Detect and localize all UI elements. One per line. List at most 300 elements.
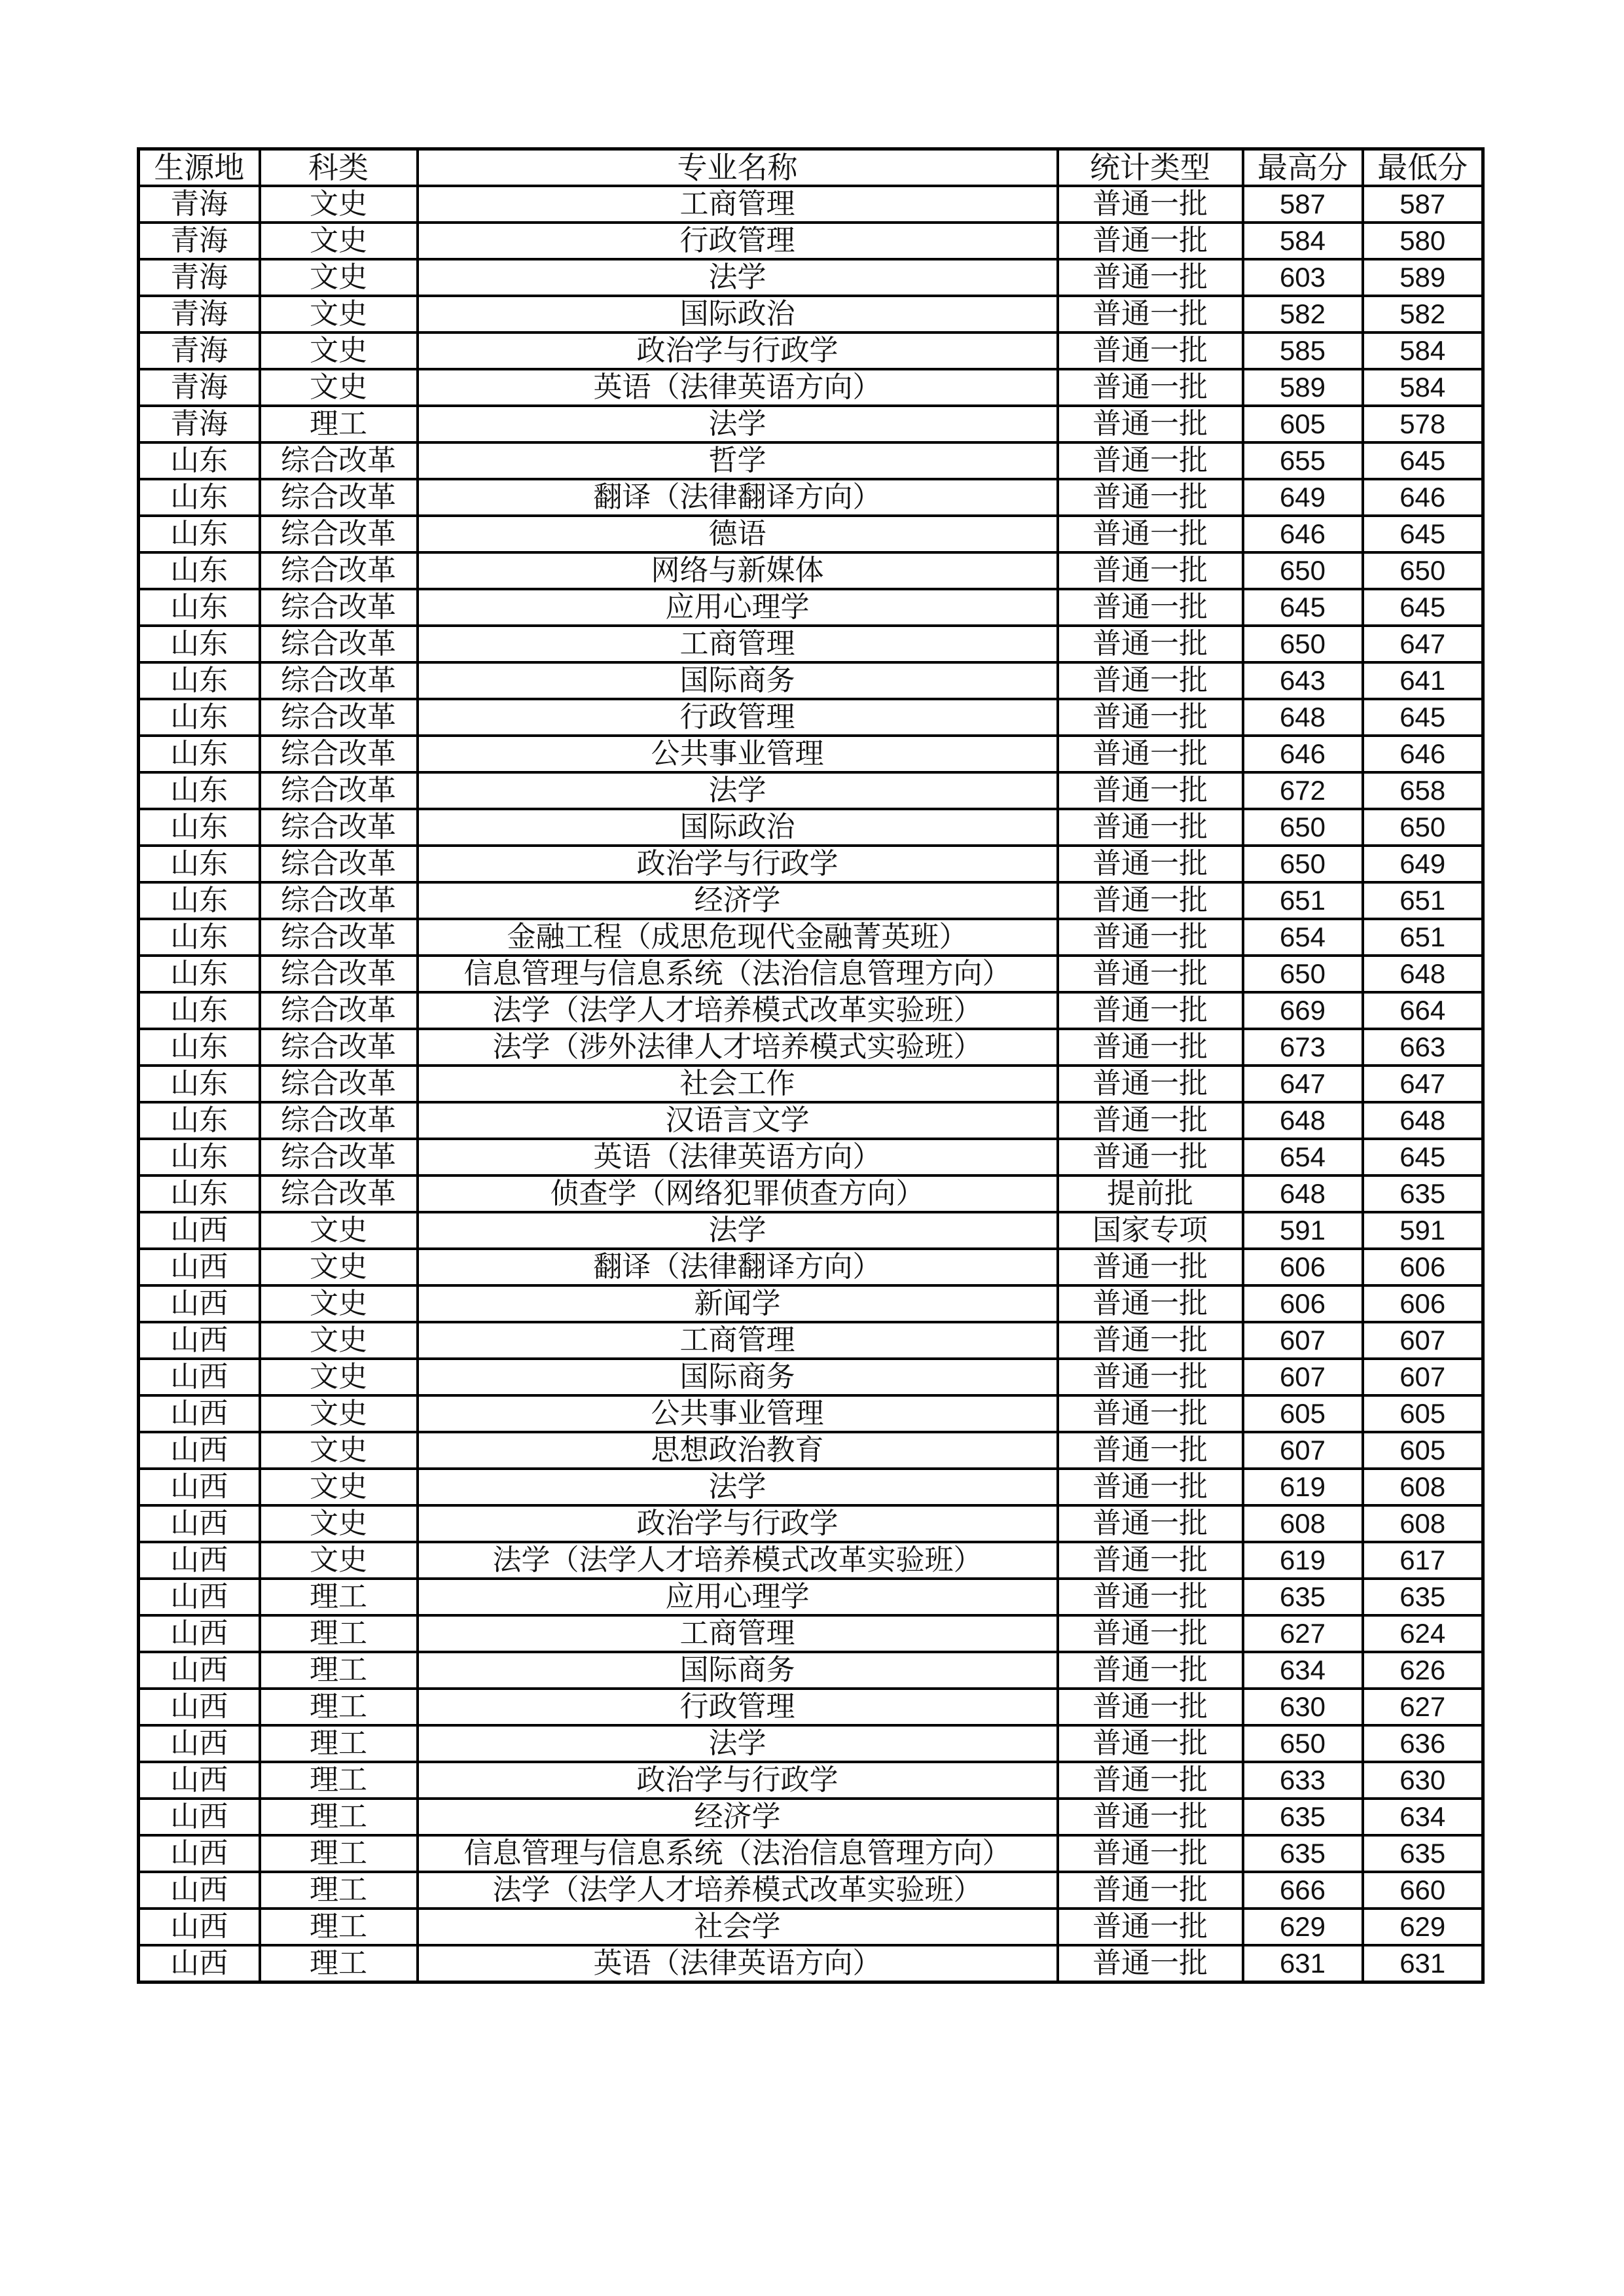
cell-min-score: 608 <box>1363 1469 1483 1505</box>
cell-origin: 山西 <box>139 1212 260 1249</box>
cell-origin: 山东 <box>139 809 260 846</box>
cell-category: 综合改革 <box>260 736 418 772</box>
cell-origin: 山西 <box>139 1835 260 1872</box>
cell-stat-type: 普通一批 <box>1058 626 1243 662</box>
cell-major: 国际商务 <box>418 1652 1058 1689</box>
cell-origin: 山西 <box>139 1542 260 1579</box>
cell-max-score: 605 <box>1243 1395 1363 1432</box>
cell-min-score: 626 <box>1363 1652 1483 1689</box>
cell-category: 理工 <box>260 1872 418 1909</box>
cell-stat-type: 普通一批 <box>1058 1285 1243 1322</box>
cell-category: 理工 <box>260 1762 418 1799</box>
cell-category: 文史 <box>260 1395 418 1432</box>
cell-max-score: 591 <box>1243 1212 1363 1249</box>
cell-category: 综合改革 <box>260 919 418 956</box>
cell-major: 翻译（法律翻译方向） <box>418 1249 1058 1285</box>
cell-origin: 山西 <box>139 1249 260 1285</box>
cell-min-score: 607 <box>1363 1359 1483 1395</box>
cell-origin: 山西 <box>139 1799 260 1835</box>
table-row <box>139 1322 1483 1359</box>
cell-min-score: 636 <box>1363 1725 1483 1762</box>
table-row <box>139 1432 1483 1469</box>
cell-max-score: 606 <box>1243 1249 1363 1285</box>
cell-min-score: 582 <box>1363 296 1483 332</box>
cell-category: 理工 <box>260 1799 418 1835</box>
cell-stat-type: 普通一批 <box>1058 846 1243 882</box>
cell-stat-type: 普通一批 <box>1058 809 1243 846</box>
cell-min-score: 658 <box>1363 772 1483 809</box>
cell-origin: 山西 <box>139 1689 260 1725</box>
cell-min-score: 584 <box>1363 332 1483 369</box>
cell-origin: 青海 <box>139 332 260 369</box>
cell-major: 行政管理 <box>418 1689 1058 1725</box>
table-row <box>139 479 1483 516</box>
cell-category: 综合改革 <box>260 772 418 809</box>
cell-category: 文史 <box>260 332 418 369</box>
table-row <box>139 1212 1483 1249</box>
cell-category: 文史 <box>260 1285 418 1322</box>
cell-category: 文史 <box>260 1432 418 1469</box>
header-origin: 生源地 <box>139 149 260 187</box>
cell-category: 综合改革 <box>260 809 418 846</box>
cell-origin: 山东 <box>139 1029 260 1066</box>
cell-major: 社会工作 <box>418 1066 1058 1102</box>
cell-origin: 山东 <box>139 1102 260 1139</box>
cell-max-score: 655 <box>1243 442 1363 479</box>
cell-origin: 山东 <box>139 882 260 919</box>
cell-min-score: 645 <box>1363 442 1483 479</box>
cell-origin: 青海 <box>139 259 260 296</box>
cell-max-score: 650 <box>1243 956 1363 992</box>
table-row <box>139 699 1483 736</box>
cell-max-score: 607 <box>1243 1359 1363 1395</box>
cell-max-score: 645 <box>1243 589 1363 626</box>
cell-max-score: 607 <box>1243 1322 1363 1359</box>
cell-max-score: 633 <box>1243 1762 1363 1799</box>
cell-origin: 山西 <box>139 1579 260 1615</box>
cell-stat-type: 普通一批 <box>1058 919 1243 956</box>
cell-category: 文史 <box>260 223 418 259</box>
cell-category: 文史 <box>260 1212 418 1249</box>
cell-category: 文史 <box>260 1469 418 1505</box>
cell-major: 新闻学 <box>418 1285 1058 1322</box>
table-row <box>139 1359 1483 1395</box>
cell-major: 政治学与行政学 <box>418 846 1058 882</box>
cell-stat-type: 普通一批 <box>1058 223 1243 259</box>
cell-origin: 山东 <box>139 516 260 552</box>
cell-min-score: 641 <box>1363 662 1483 699</box>
cell-max-score: 651 <box>1243 882 1363 919</box>
cell-origin: 山东 <box>139 736 260 772</box>
cell-major: 经济学 <box>418 882 1058 919</box>
table-row <box>139 369 1483 406</box>
table-row <box>139 1505 1483 1542</box>
cell-stat-type: 普通一批 <box>1058 552 1243 589</box>
cell-max-score: 649 <box>1243 479 1363 516</box>
cell-stat-type: 普通一批 <box>1058 1725 1243 1762</box>
cell-min-score: 647 <box>1363 1066 1483 1102</box>
cell-min-score: 635 <box>1363 1835 1483 1872</box>
cell-origin: 山东 <box>139 956 260 992</box>
cell-origin: 山东 <box>139 626 260 662</box>
table-row <box>139 736 1483 772</box>
table-row <box>139 186 1483 223</box>
cell-max-score: 647 <box>1243 1066 1363 1102</box>
cell-stat-type: 普通一批 <box>1058 956 1243 992</box>
cell-origin: 山西 <box>139 1945 260 1982</box>
cell-origin: 山西 <box>139 1285 260 1322</box>
cell-category: 文史 <box>260 259 418 296</box>
table-row <box>139 1725 1483 1762</box>
table-row <box>139 956 1483 992</box>
cell-min-score: 605 <box>1363 1432 1483 1469</box>
cell-major: 经济学 <box>418 1799 1058 1835</box>
table-row <box>139 662 1483 699</box>
cell-max-score: 584 <box>1243 223 1363 259</box>
cell-origin: 山东 <box>139 992 260 1029</box>
cell-category: 综合改革 <box>260 516 418 552</box>
cell-major: 政治学与行政学 <box>418 332 1058 369</box>
cell-max-score: 630 <box>1243 1689 1363 1725</box>
cell-stat-type: 普通一批 <box>1058 1432 1243 1469</box>
cell-major: 汉语言文学 <box>418 1102 1058 1139</box>
cell-major: 哲学 <box>418 442 1058 479</box>
cell-stat-type: 普通一批 <box>1058 1872 1243 1909</box>
cell-stat-type: 普通一批 <box>1058 259 1243 296</box>
cell-category: 文史 <box>260 1359 418 1395</box>
cell-stat-type: 普通一批 <box>1058 1066 1243 1102</box>
cell-category: 综合改革 <box>260 626 418 662</box>
cell-origin: 山西 <box>139 1505 260 1542</box>
cell-origin: 山东 <box>139 919 260 956</box>
cell-min-score: 663 <box>1363 1029 1483 1066</box>
cell-stat-type: 普通一批 <box>1058 442 1243 479</box>
cell-category: 文史 <box>260 1505 418 1542</box>
table-row <box>139 1542 1483 1579</box>
cell-origin: 山东 <box>139 846 260 882</box>
cell-stat-type: 普通一批 <box>1058 1505 1243 1542</box>
cell-min-score: 631 <box>1363 1945 1483 1982</box>
cell-min-score: 624 <box>1363 1615 1483 1652</box>
cell-major: 法学（涉外法律人才培养模式实验班） <box>418 1029 1058 1066</box>
cell-min-score: 580 <box>1363 223 1483 259</box>
cell-origin: 山西 <box>139 1432 260 1469</box>
cell-major: 翻译（法律翻译方向） <box>418 479 1058 516</box>
cell-max-score: 589 <box>1243 369 1363 406</box>
cell-major: 法学 <box>418 259 1058 296</box>
cell-min-score: 650 <box>1363 809 1483 846</box>
cell-category: 综合改革 <box>260 992 418 1029</box>
header-major: 专业名称 <box>418 149 1058 187</box>
cell-category: 理工 <box>260 1725 418 1762</box>
cell-max-score: 627 <box>1243 1615 1363 1652</box>
cell-stat-type: 普通一批 <box>1058 406 1243 442</box>
cell-major: 德语 <box>418 516 1058 552</box>
cell-max-score: 635 <box>1243 1835 1363 1872</box>
cell-major: 行政管理 <box>418 223 1058 259</box>
table-row <box>139 992 1483 1029</box>
cell-min-score: 584 <box>1363 369 1483 406</box>
table-row <box>139 589 1483 626</box>
table-row <box>139 1652 1483 1689</box>
cell-min-score: 646 <box>1363 479 1483 516</box>
cell-min-score: 646 <box>1363 736 1483 772</box>
cell-stat-type: 普通一批 <box>1058 1579 1243 1615</box>
cell-min-score: 664 <box>1363 992 1483 1029</box>
cell-major: 侦查学（网络犯罪侦查方向） <box>418 1175 1058 1212</box>
cell-stat-type: 普通一批 <box>1058 1139 1243 1175</box>
cell-major: 法学 <box>418 1212 1058 1249</box>
cell-major: 国际商务 <box>418 662 1058 699</box>
cell-min-score: 589 <box>1363 259 1483 296</box>
cell-min-score: 606 <box>1363 1285 1483 1322</box>
cell-stat-type: 普通一批 <box>1058 332 1243 369</box>
cell-min-score: 645 <box>1363 516 1483 552</box>
cell-origin: 山东 <box>139 442 260 479</box>
cell-min-score: 645 <box>1363 699 1483 736</box>
cell-major: 英语（法律英语方向） <box>418 1945 1058 1982</box>
cell-max-score: 672 <box>1243 772 1363 809</box>
cell-min-score: 617 <box>1363 1542 1483 1579</box>
cell-major: 工商管理 <box>418 1322 1058 1359</box>
cell-category: 理工 <box>260 1652 418 1689</box>
cell-min-score: 651 <box>1363 882 1483 919</box>
cell-major: 国际商务 <box>418 1359 1058 1395</box>
cell-stat-type: 普通一批 <box>1058 1249 1243 1285</box>
cell-origin: 山西 <box>139 1359 260 1395</box>
table-row <box>139 1285 1483 1322</box>
cell-major: 英语（法律英语方向） <box>418 369 1058 406</box>
cell-origin: 青海 <box>139 186 260 223</box>
table-row <box>139 626 1483 662</box>
cell-max-score: 648 <box>1243 699 1363 736</box>
cell-category: 综合改革 <box>260 882 418 919</box>
cell-category: 理工 <box>260 1835 418 1872</box>
cell-category: 综合改革 <box>260 1175 418 1212</box>
cell-category: 综合改革 <box>260 699 418 736</box>
cell-stat-type: 普通一批 <box>1058 1945 1243 1982</box>
cell-major: 网络与新媒体 <box>418 552 1058 589</box>
table-row <box>139 1799 1483 1835</box>
table-row <box>139 1909 1483 1945</box>
cell-min-score: 645 <box>1363 589 1483 626</box>
cell-max-score: 587 <box>1243 186 1363 223</box>
cell-max-score: 619 <box>1243 1542 1363 1579</box>
cell-min-score: 591 <box>1363 1212 1483 1249</box>
cell-major: 国际政治 <box>418 809 1058 846</box>
cell-major: 社会学 <box>418 1909 1058 1945</box>
cell-stat-type: 普通一批 <box>1058 1689 1243 1725</box>
cell-major: 法学 <box>418 1725 1058 1762</box>
cell-origin: 山西 <box>139 1909 260 1945</box>
table-row <box>139 882 1483 919</box>
cell-stat-type: 普通一批 <box>1058 516 1243 552</box>
cell-stat-type: 普通一批 <box>1058 369 1243 406</box>
cell-max-score: 648 <box>1243 1175 1363 1212</box>
cell-stat-type: 普通一批 <box>1058 1395 1243 1432</box>
table-body <box>139 186 1483 1982</box>
cell-origin: 山东 <box>139 479 260 516</box>
cell-category: 综合改革 <box>260 442 418 479</box>
cell-stat-type: 普通一批 <box>1058 1469 1243 1505</box>
header-row <box>139 149 1483 187</box>
cell-category: 理工 <box>260 1945 418 1982</box>
cell-major: 国际政治 <box>418 296 1058 332</box>
cell-category: 综合改革 <box>260 956 418 992</box>
cell-category: 文史 <box>260 296 418 332</box>
cell-max-score: 650 <box>1243 809 1363 846</box>
table-row <box>139 332 1483 369</box>
cell-major: 行政管理 <box>418 699 1058 736</box>
cell-stat-type: 普通一批 <box>1058 1835 1243 1872</box>
table-row <box>139 1029 1483 1066</box>
table-row <box>139 846 1483 882</box>
table-row <box>139 552 1483 589</box>
table-row <box>139 442 1483 479</box>
cell-max-score: 654 <box>1243 919 1363 956</box>
cell-max-score: 603 <box>1243 259 1363 296</box>
cell-stat-type: 普通一批 <box>1058 882 1243 919</box>
cell-origin: 山西 <box>139 1469 260 1505</box>
cell-origin: 山东 <box>139 1066 260 1102</box>
cell-stat-type: 普通一批 <box>1058 296 1243 332</box>
cell-category: 综合改革 <box>260 1102 418 1139</box>
table-row <box>139 1689 1483 1725</box>
cell-max-score: 585 <box>1243 332 1363 369</box>
cell-min-score: 650 <box>1363 552 1483 589</box>
cell-min-score: 649 <box>1363 846 1483 882</box>
cell-category: 理工 <box>260 1689 418 1725</box>
cell-min-score: 645 <box>1363 1139 1483 1175</box>
cell-max-score: 646 <box>1243 736 1363 772</box>
cell-origin: 山东 <box>139 552 260 589</box>
table-row <box>139 1579 1483 1615</box>
table-row <box>139 1175 1483 1212</box>
cell-max-score: 650 <box>1243 846 1363 882</box>
table-row <box>139 1395 1483 1432</box>
cell-origin: 山西 <box>139 1872 260 1909</box>
table-row <box>139 406 1483 442</box>
cell-major: 工商管理 <box>418 186 1058 223</box>
cell-major: 金融工程（成思危现代金融菁英班） <box>418 919 1058 956</box>
cell-category: 综合改革 <box>260 1066 418 1102</box>
cell-category: 综合改革 <box>260 1139 418 1175</box>
cell-major: 公共事业管理 <box>418 1395 1058 1432</box>
cell-origin: 青海 <box>139 296 260 332</box>
cell-major: 应用心理学 <box>418 589 1058 626</box>
cell-max-score: 607 <box>1243 1432 1363 1469</box>
cell-major: 英语（法律英语方向） <box>418 1139 1058 1175</box>
cell-max-score: 673 <box>1243 1029 1363 1066</box>
cell-category: 综合改革 <box>260 479 418 516</box>
admission-scores-table <box>137 147 1485 1984</box>
cell-category: 文史 <box>260 1249 418 1285</box>
cell-max-score: 629 <box>1243 1909 1363 1945</box>
cell-major: 法学（法学人才培养模式改革实验班） <box>418 1872 1058 1909</box>
cell-major: 法学 <box>418 1469 1058 1505</box>
cell-min-score: 635 <box>1363 1175 1483 1212</box>
cell-stat-type: 普通一批 <box>1058 1615 1243 1652</box>
cell-min-score: 648 <box>1363 1102 1483 1139</box>
cell-major: 信息管理与信息系统（法治信息管理方向） <box>418 956 1058 992</box>
cell-origin: 青海 <box>139 223 260 259</box>
table-row <box>139 296 1483 332</box>
cell-max-score: 608 <box>1243 1505 1363 1542</box>
cell-max-score: 648 <box>1243 1102 1363 1139</box>
cell-major: 政治学与行政学 <box>418 1505 1058 1542</box>
cell-category: 文史 <box>260 1542 418 1579</box>
cell-min-score: 578 <box>1363 406 1483 442</box>
cell-min-score: 627 <box>1363 1689 1483 1725</box>
table-row <box>139 516 1483 552</box>
table-row <box>139 809 1483 846</box>
cell-stat-type: 国家专项 <box>1058 1212 1243 1249</box>
table-row <box>139 259 1483 296</box>
cell-min-score: 651 <box>1363 919 1483 956</box>
cell-category: 文史 <box>260 369 418 406</box>
cell-major: 信息管理与信息系统（法治信息管理方向） <box>418 1835 1058 1872</box>
cell-stat-type: 普通一批 <box>1058 736 1243 772</box>
cell-stat-type: 普通一批 <box>1058 1652 1243 1689</box>
cell-major: 法学 <box>418 406 1058 442</box>
cell-stat-type: 普通一批 <box>1058 1909 1243 1945</box>
cell-stat-type: 普通一批 <box>1058 662 1243 699</box>
cell-max-score: 666 <box>1243 1872 1363 1909</box>
cell-origin: 山西 <box>139 1652 260 1689</box>
cell-min-score: 607 <box>1363 1322 1483 1359</box>
cell-origin: 山西 <box>139 1395 260 1432</box>
cell-stat-type: 普通一批 <box>1058 1102 1243 1139</box>
cell-origin: 山东 <box>139 1175 260 1212</box>
cell-max-score: 650 <box>1243 1725 1363 1762</box>
table-row <box>139 1066 1483 1102</box>
header-category: 科类 <box>260 149 418 187</box>
cell-major: 法学 <box>418 772 1058 809</box>
cell-category: 理工 <box>260 1615 418 1652</box>
table-row <box>139 1872 1483 1909</box>
cell-category: 综合改革 <box>260 1029 418 1066</box>
cell-max-score: 582 <box>1243 296 1363 332</box>
cell-min-score: 629 <box>1363 1909 1483 1945</box>
cell-category: 文史 <box>260 1322 418 1359</box>
admission-scores-sheet <box>137 147 1485 1984</box>
cell-min-score: 635 <box>1363 1579 1483 1615</box>
cell-stat-type: 普通一批 <box>1058 1799 1243 1835</box>
table-row <box>139 1139 1483 1175</box>
table-row <box>139 772 1483 809</box>
cell-stat-type: 普通一批 <box>1058 699 1243 736</box>
table-row <box>139 1945 1483 1982</box>
cell-max-score: 654 <box>1243 1139 1363 1175</box>
cell-major: 思想政治教育 <box>418 1432 1058 1469</box>
cell-category: 理工 <box>260 1579 418 1615</box>
cell-origin: 山东 <box>139 662 260 699</box>
cell-origin: 山东 <box>139 589 260 626</box>
cell-major: 工商管理 <box>418 1615 1058 1652</box>
cell-category: 理工 <box>260 1909 418 1945</box>
cell-stat-type: 提前批 <box>1058 1175 1243 1212</box>
cell-min-score: 608 <box>1363 1505 1483 1542</box>
cell-max-score: 606 <box>1243 1285 1363 1322</box>
cell-max-score: 646 <box>1243 516 1363 552</box>
cell-max-score: 635 <box>1243 1799 1363 1835</box>
header-max-score: 最高分 <box>1243 149 1363 187</box>
cell-stat-type: 普通一批 <box>1058 589 1243 626</box>
cell-min-score: 630 <box>1363 1762 1483 1799</box>
cell-stat-type: 普通一批 <box>1058 186 1243 223</box>
cell-max-score: 634 <box>1243 1652 1363 1689</box>
cell-min-score: 647 <box>1363 626 1483 662</box>
